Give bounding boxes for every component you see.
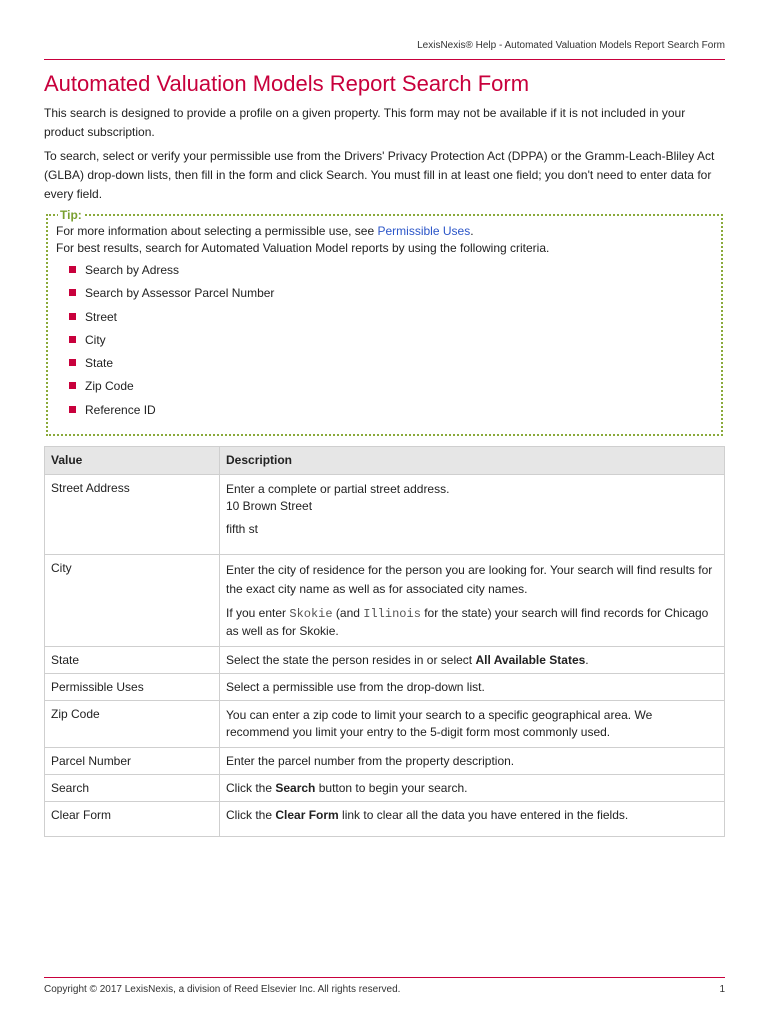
list-item: Reference ID bbox=[66, 402, 274, 425]
column-header-value: Value bbox=[45, 447, 220, 475]
row-value: Search bbox=[45, 775, 220, 802]
row-value: City bbox=[45, 555, 220, 647]
row-description: Enter the parcel number from the property description. bbox=[220, 748, 725, 775]
page-number: 1 bbox=[719, 984, 725, 995]
row-description bbox=[220, 775, 725, 802]
table-row bbox=[45, 674, 725, 701]
page-title: Automated Valuation Models Report Search Form bbox=[44, 71, 530, 96]
table-row bbox=[45, 555, 725, 647]
table-row bbox=[45, 647, 725, 674]
row-description bbox=[220, 555, 725, 647]
running-header: LexisNexis® Help - Automated Valuation Models Report Search Form bbox=[417, 40, 725, 51]
text-fragment: for the state) your search will find records for Chicago as well as for Skokie. bbox=[226, 606, 709, 638]
bold-text: Search bbox=[275, 781, 316, 795]
table-row bbox=[45, 475, 725, 555]
example-text: 10 Brown Street bbox=[226, 499, 313, 513]
list-item: State bbox=[66, 355, 274, 378]
row-value: Street Address bbox=[45, 475, 220, 555]
table-row bbox=[45, 748, 725, 775]
description-example bbox=[226, 605, 718, 640]
tip-line-2: For best results, search for Automated Valuation Model reports by using the following criteria. bbox=[56, 241, 550, 255]
table-row bbox=[45, 701, 725, 748]
row-description: You can enter a zip code to limit your search to a specific geographical area. We recommend you limit your entry to the 5-digit form most commonly used. bbox=[220, 701, 725, 748]
row-value: Clear Form bbox=[45, 802, 220, 837]
row-description: Select a permissible use from the drop-down list. bbox=[220, 674, 725, 701]
text-fragment: link to clear all the data you have entered in the fields. bbox=[338, 808, 629, 822]
row-value: Permissible Uses bbox=[45, 674, 220, 701]
text-fragment: (and bbox=[332, 606, 364, 620]
header-divider bbox=[44, 59, 725, 60]
text-fragment: button to begin your search. bbox=[315, 781, 468, 795]
table-row bbox=[45, 802, 725, 837]
code-sample: Illinois bbox=[363, 607, 421, 621]
permissible-uses-link[interactable]: Permissible Uses bbox=[377, 224, 471, 238]
tip-line-1 bbox=[56, 224, 474, 238]
criteria-list bbox=[66, 262, 274, 425]
intro-paragraph: This search is designed to provide a profile on a given property. This form may not be available if it is not included in your product subscription. bbox=[44, 106, 686, 139]
description-text: Enter a complete or partial street address. bbox=[226, 482, 450, 496]
column-header-description: Description bbox=[220, 447, 725, 475]
table-header-row bbox=[45, 447, 725, 475]
text-fragment: If you enter bbox=[226, 606, 290, 620]
tip-line-1-suffix: . bbox=[470, 224, 474, 238]
table-row bbox=[45, 775, 725, 802]
copyright-text: Copyright © 2017 LexisNexis, a division of Reed Elsevier Inc. All rights reserved. bbox=[44, 984, 401, 995]
tip-label: Tip: bbox=[60, 208, 82, 222]
example-text: fifth st bbox=[226, 522, 259, 536]
text-fragment: Click the bbox=[226, 781, 276, 795]
footer-divider bbox=[44, 977, 725, 978]
text-fragment: . bbox=[585, 653, 589, 667]
description-text: Enter the city of residence for the person you are looking for. Your search will find results for the exact city name as well as for associated city names. bbox=[226, 563, 713, 596]
row-description bbox=[220, 647, 725, 674]
bold-text: Clear Form bbox=[275, 808, 339, 822]
row-value: Parcel Number bbox=[45, 748, 220, 775]
instructions-paragraph: To search, select or verify your permissible use from the Drivers' Privacy Protection Act (DPPA) or the Gramm-Leach-Bliley Act (GLBA) drop-down lists, then fill in the form and click Search. You must fill in at least one field; you don't need to enter data for every field. bbox=[44, 149, 715, 201]
text-fragment: Click the bbox=[226, 808, 276, 822]
list-item: Zip Code bbox=[66, 378, 274, 401]
text-fragment: Select the state the person resides in or select bbox=[226, 653, 476, 667]
list-item: Search by Adress bbox=[66, 262, 274, 285]
list-item: Search by Assessor Parcel Number bbox=[66, 285, 274, 308]
list-item: Street bbox=[66, 309, 274, 332]
row-description bbox=[220, 802, 725, 837]
tip-line-1-prefix: For more information about selecting a permissible use, see bbox=[56, 224, 378, 238]
row-value: Zip Code bbox=[45, 701, 220, 748]
field-description-table bbox=[44, 446, 725, 837]
code-sample: Skokie bbox=[289, 607, 333, 621]
row-description bbox=[220, 475, 725, 555]
row-value: State bbox=[45, 647, 220, 674]
tip-box bbox=[46, 208, 723, 436]
bold-text: All Available States bbox=[475, 653, 586, 667]
list-item: City bbox=[66, 332, 274, 355]
